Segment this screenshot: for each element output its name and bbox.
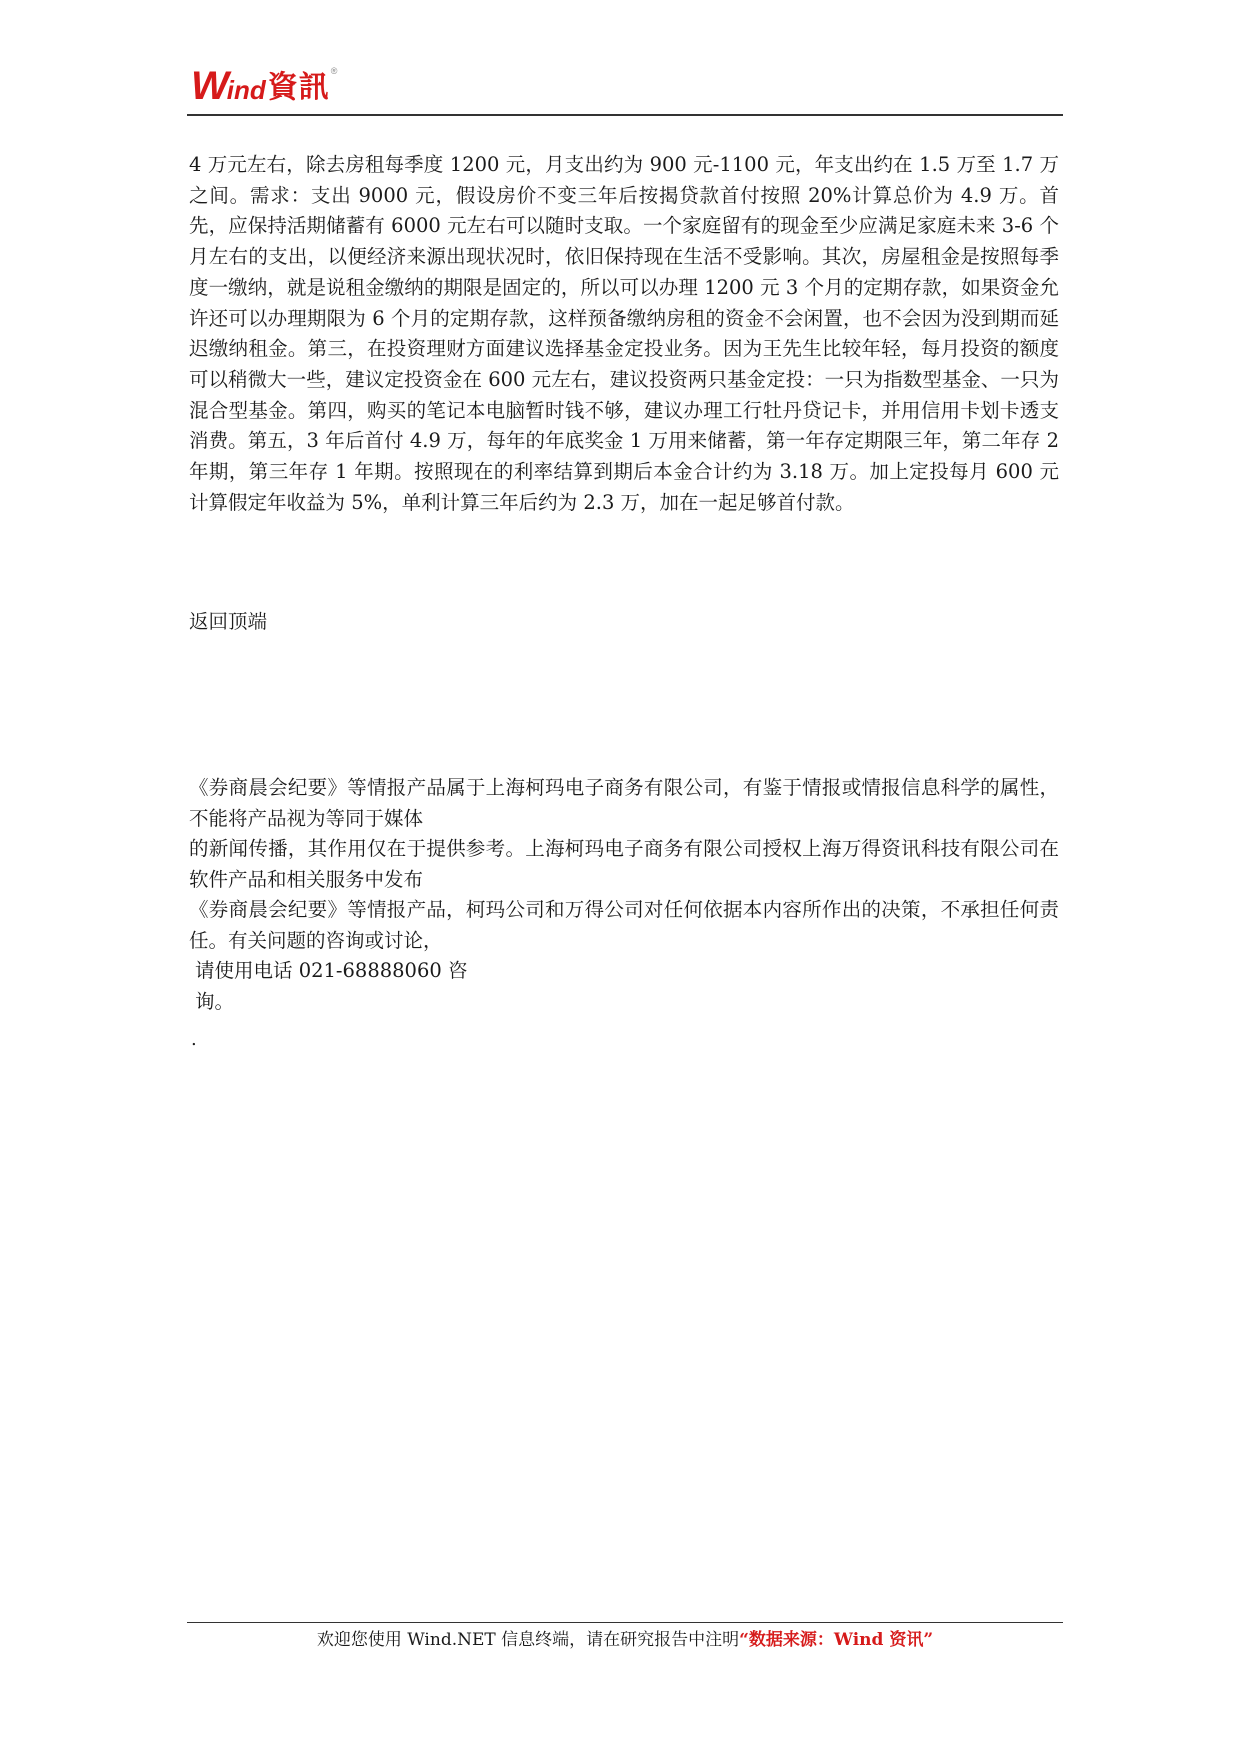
footer-source-note: “数据来源：Wind 资讯” xyxy=(739,1630,934,1650)
disclaimer xyxy=(189,773,1059,1017)
logo-chinese: 資訊 xyxy=(267,71,330,104)
registered-mark: ® xyxy=(330,66,338,76)
logo-letters-ind: ind xyxy=(226,75,266,105)
body-paragraph: 4 万元左右，除去房租每季度 1200 元，月支出约为 900 元-1100 元，年支出约在 1.5 万至 1.7 万之间。需求：支出 9000 元，假设房价不变三年后按揭贷款首付按照 20%计算总价为 4.9 万。首先，应保持活期储蓄有 6000 元左右可以随时支取。一个家庭留有的现金至少应满足家庭未来 3-6 个月左右的支出，以便经济来源出现状况时，依旧保持现在生活不受影响。其次，房屋租金是按照每季度一缴纳，就是说租金缴纳的期限是固定的，所以可以办理 1200 元 3 个月的定期存款，如果资金允许还可以办理期限为 6 个月的定期存款，这样预备缴纳房租的资金不会闲置，也不会因为没到期而延迟缴纳租金。第三，在投资理财方面建议选择基金定投业务。因为王先生比较年轻，每月投资的额度可以稍微大一些，建议定投资金在 600 元左右，建议投资两只基金定投：一只为指数型基金、一只为混合型基金。第四，购买的笔记本电脑暂时钱不够，建议办理工行牡丹贷记卡，并用信用卡划卡透支消费。第五，3 年后首付 4.9 万，每年的年底奖金 1 万用来储蓄，第一年存定期限三年，第二年存 2 年期，第三年存 1 年期。按照现在的利率结算到期后本金合计约为 3.18 万。加上定投每月 600 元计算假定年收益为 5%，单利计算三年后约为 2.3 万，加在一起足够首付款。 xyxy=(189,153,1059,514)
wind-logo xyxy=(191,66,337,106)
page-header xyxy=(187,64,1063,116)
disclaimer-line-3: 《券商晨会纪要》等情报产品，柯玛公司和万得公司对任何依据本内容所作出的决策，不承担任何责任。有关问题的咨询或讨论， xyxy=(189,898,1059,952)
disclaimer-line-1: 《券商晨会纪要》等情报产品属于上海柯玛电子商务有限公司，有鉴于情报或情报信息科学的属性，不能将产品视为等同于媒体 xyxy=(189,776,1059,830)
footer-divider xyxy=(187,1622,1063,1623)
disclaimer-line-5: 询。 xyxy=(195,989,235,1013)
trailing-dot: . xyxy=(191,1029,197,1050)
disclaimer-line-4: 请使用电话 021-68888060 咨 xyxy=(195,959,468,982)
disclaimer-line-2: 的新闻传播，其作用仅在于提供参考。上海柯玛电子商务有限公司授权上海万得资讯科技有限公司在软件产品和相关服务中发布 xyxy=(189,837,1059,891)
logo-letter-w: W xyxy=(191,64,227,108)
back-to-top-link[interactable]: 返回顶端 xyxy=(189,610,268,633)
footer-text: 欢迎您使用 Wind.NET 信息终端，请在研究报告中注明 xyxy=(316,1630,740,1650)
page-footer xyxy=(187,1627,1063,1653)
